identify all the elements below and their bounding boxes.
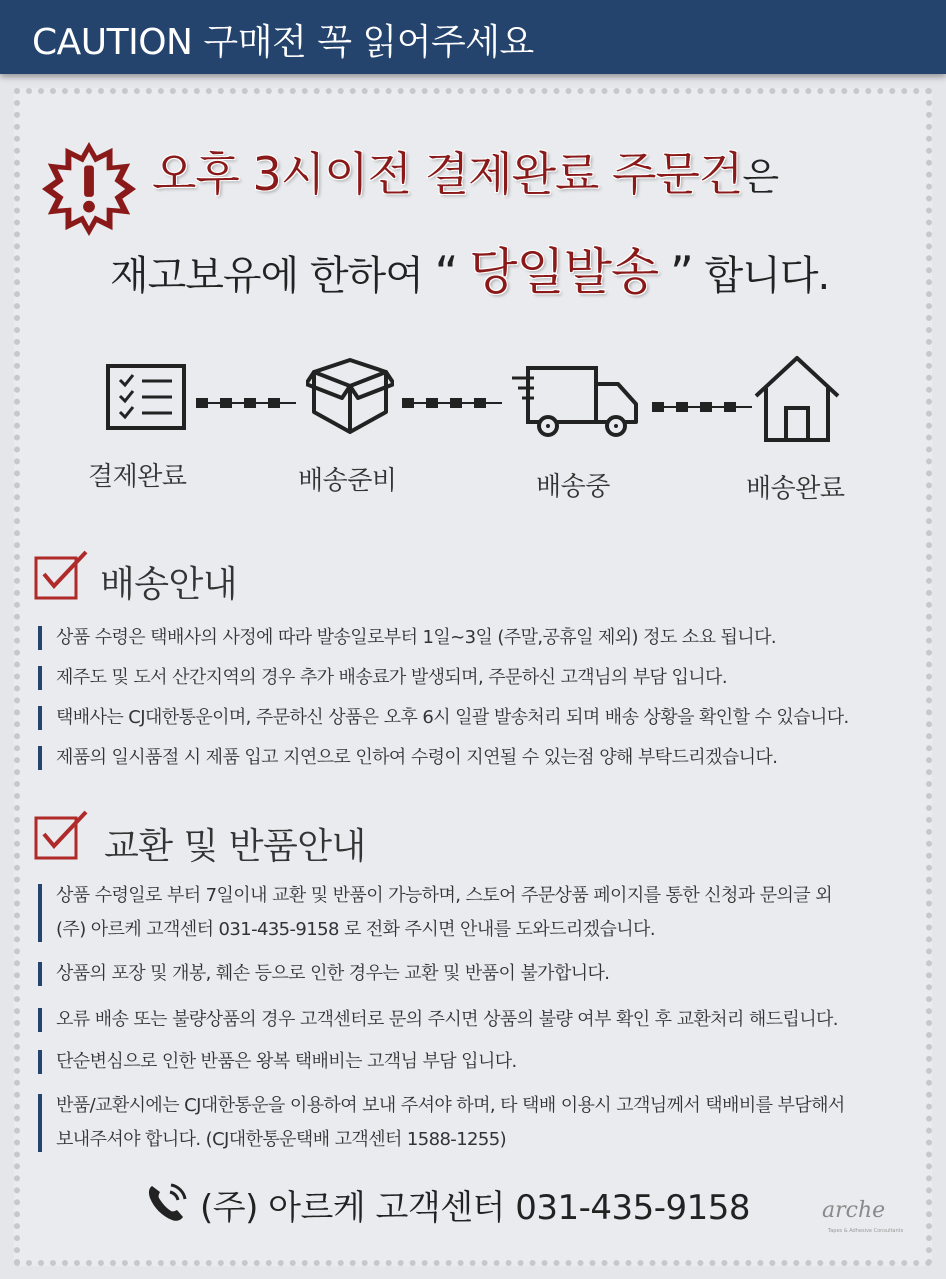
returns-item xyxy=(38,1008,918,1032)
shipping-item: 상품 수령은 택배사의 사정에 따라 발송일로부터 1일~3일 (주말,공휴일 제외) 정도 소요 됩니다. xyxy=(38,626,918,650)
returns-item xyxy=(38,1094,918,1152)
shipping-item: 제주도 및 도서 산간지역의 경우 추가 배송료가 발생되며, 주문하신 고객님의 부담 입니다. xyxy=(38,666,918,690)
step-connector-2 xyxy=(402,398,502,408)
logo-wordmark: arche xyxy=(822,1198,886,1223)
house-icon xyxy=(752,354,842,444)
headline-tail: 은 xyxy=(742,155,779,199)
quote-open: “ xyxy=(434,246,458,300)
header-bar xyxy=(0,0,946,74)
truck-icon xyxy=(512,362,640,442)
box-icon xyxy=(306,358,394,438)
returns-item-line1: 상품 수령일로 부터 7일이내 교환 및 반품이 가능하며, 스토어 주문상품 페이지를 통한 신청과 문의글 외 xyxy=(56,885,832,906)
headline-line1 xyxy=(152,138,778,204)
checklist-icon xyxy=(106,364,186,430)
brand-logo xyxy=(822,1198,912,1238)
shipping-item: 택배사는 CJ대한통운이며, 주문하신 상품은 오후 6시 일괄 발송처리 되며 배송 상황을 확인할 수 있습니다. xyxy=(38,706,918,730)
returns-item xyxy=(38,884,918,942)
returns-item-line2: (주) 아르케 고객센터 031-435-9158 로 전화 주시면 안내를 도와드리겠습니다. xyxy=(56,919,655,940)
headline-highlight: 오후 3시이전 결제완료 주문건 xyxy=(152,147,743,201)
returns-item-line1: 반품/교환시에는 CJ대한통운을 이용하여 보내 주셔야 하며, 타 택배 이용시 고객님께서 택배비를 부담해서 xyxy=(56,1095,845,1116)
returns-section-title: 교환 및 반품안내 xyxy=(104,826,366,867)
footer-contact: (주) 아르케 고객센터 031-435-9158 xyxy=(200,1188,751,1228)
warning-icon xyxy=(38,140,140,238)
returns-item-line1: 오류 배송 또는 불량상품의 경우 고객센터로 문의 주시면 상품의 불량 여부 확인 후 교환처리 해드립니다. xyxy=(56,1009,838,1030)
step-connector-1 xyxy=(196,398,296,408)
headline-pre: 재고보유에 한하여 xyxy=(110,253,423,299)
headline-line2 xyxy=(110,232,829,304)
headline-post: 합니다. xyxy=(704,253,830,299)
step-label-preparing: 배송준비 xyxy=(298,466,397,496)
same-day-highlight: 당일발송 xyxy=(469,243,659,301)
checkbox-icon xyxy=(34,548,90,600)
checkbox-icon xyxy=(34,808,90,860)
step-label-payment: 결제완료 xyxy=(88,462,187,492)
returns-item xyxy=(38,1050,918,1074)
step-label-shipping: 배송중 xyxy=(536,472,610,502)
header-title: CAUTION 구매전 꼭 읽어주세요 xyxy=(32,22,534,63)
shipping-section-title: 배송안내 xyxy=(100,564,238,605)
returns-item xyxy=(38,962,918,986)
step-connector-3 xyxy=(652,402,752,412)
logo-tagline: Tapes & Adhesive Consultants xyxy=(828,1228,904,1234)
returns-item-line1: 상품의 포장 및 개봉, 훼손 등으로 인한 경우는 교환 및 반품이 불가합니다. xyxy=(56,963,610,984)
phone-icon xyxy=(146,1182,190,1222)
returns-item-line1: 단순변심으로 인한 반품은 왕복 택배비는 고객님 부담 입니다. xyxy=(56,1051,517,1072)
returns-item-line2: 보내주셔야 합니다. (CJ대한통운택배 고객센터 1588-1255) xyxy=(56,1129,507,1150)
shipping-item: 제품의 일시품절 시 제품 입고 지연으로 인하여 수령이 지연될 수 있는점 양해 부탁드리겠습니다. xyxy=(38,746,918,770)
step-label-delivered: 배송완료 xyxy=(746,474,845,504)
quote-close: ” xyxy=(670,246,693,300)
